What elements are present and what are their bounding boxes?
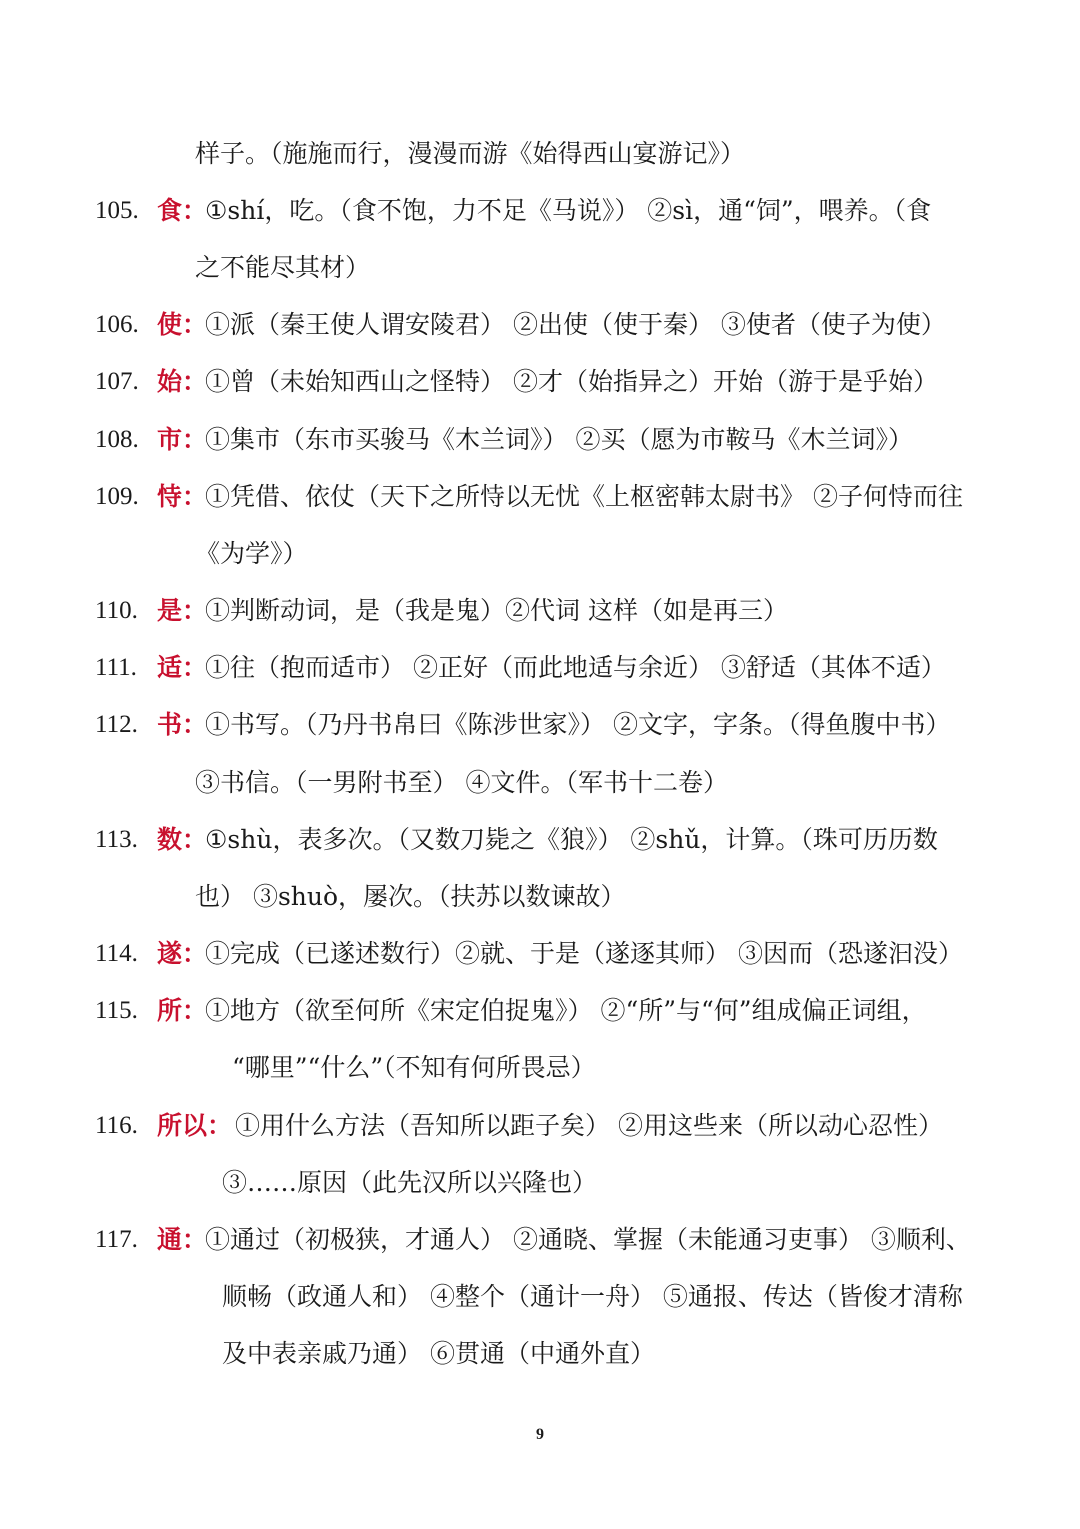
entry-number: 115. bbox=[95, 997, 138, 1024]
entry-111 bbox=[0, 648, 1080, 688]
entry-definition: ①往（抱而适市） ②正好（而此地适与余近） ③舒适（其体不适） bbox=[205, 653, 946, 682]
entry-number: 110. bbox=[95, 597, 138, 624]
entry-105-continuation bbox=[0, 248, 1080, 288]
entry-104-continuation bbox=[0, 134, 1080, 174]
entry-definition: ①书写。（乃丹书帛曰《陈涉世家》） ②文字，字条。（得鱼腹中书） bbox=[205, 710, 951, 739]
entry-definition: ①判断动词，是（我是鬼）②代词 这样（如是再三） bbox=[205, 596, 788, 625]
entry-definition: ①shù，表多次。（又数刀毙之《狼》） ②shǔ，计算。（珠可历历数 bbox=[205, 825, 938, 854]
entry-headword: 书： bbox=[157, 710, 208, 739]
entry-headword: 市： bbox=[157, 425, 208, 454]
continuation-text: ③……原因（此先汉所以兴隆也） bbox=[222, 1168, 598, 1197]
entry-115 bbox=[0, 991, 1080, 1031]
entry-number: 117. bbox=[95, 1226, 138, 1253]
entry-109 bbox=[0, 477, 1080, 517]
continuation-text: 《为学》） bbox=[195, 539, 308, 568]
entry-definition: ①shí，吃。（食不饱，力不足《马说》） ②sì，通“饲”，喂养。（食 bbox=[205, 196, 932, 225]
entry-headword: 所： bbox=[157, 996, 208, 1025]
page-number: 9 bbox=[536, 1426, 544, 1443]
entry-headword: 是： bbox=[157, 596, 208, 625]
entry-112 bbox=[0, 705, 1080, 745]
entry-116-continuation bbox=[0, 1163, 1080, 1203]
entry-108 bbox=[0, 420, 1080, 460]
entry-definition: ①用什么方法（吾知所以距子矣） ②用这些来（所以动心忍性） bbox=[235, 1111, 943, 1140]
entry-117-continuation bbox=[0, 1277, 1080, 1317]
entry-definition: ①通过（初极狭，才通人） ②通晓、掌握（未能通习吏事） ③顺利、 bbox=[205, 1225, 971, 1254]
entry-105 bbox=[0, 191, 1080, 231]
entry-number: 113. bbox=[95, 826, 138, 853]
entry-109-continuation bbox=[0, 534, 1080, 574]
entry-definition: ①凭借、依仗（天下之所恃以无忧《上枢密韩太尉书》 ②子何恃而往 bbox=[205, 482, 963, 511]
entry-113-continuation bbox=[0, 877, 1080, 917]
entry-number: 116. bbox=[95, 1112, 138, 1139]
entry-117-continuation-2 bbox=[0, 1334, 1080, 1374]
entry-number: 107. bbox=[95, 368, 139, 395]
entry-number: 108. bbox=[95, 426, 139, 453]
entry-114 bbox=[0, 934, 1080, 974]
entry-117 bbox=[0, 1220, 1080, 1260]
entry-110 bbox=[0, 591, 1080, 631]
entry-headword: 始： bbox=[157, 367, 208, 396]
continuation-text: 也） ③shuò，屡次。（扶苏以数谏故） bbox=[195, 882, 626, 911]
entry-112-continuation bbox=[0, 763, 1080, 803]
continuation-text: ③书信。（一男附书至） ④文件。（军书十二卷） bbox=[195, 768, 728, 797]
entry-number: 105. bbox=[95, 197, 139, 224]
entry-headword: 使： bbox=[157, 310, 208, 339]
entry-definition: ①地方（欲至何所《宋定伯捉鬼》） ②“所”与“何”组成偏正词组， bbox=[205, 996, 927, 1025]
entry-definition: ①派（秦王使人谓安陵君） ②出使（使于秦） ③使者（使子为使） bbox=[205, 310, 946, 339]
entry-number: 114. bbox=[95, 940, 138, 967]
entry-headword: 食： bbox=[157, 196, 208, 225]
entry-number: 112. bbox=[95, 711, 138, 738]
entry-number: 106. bbox=[95, 311, 139, 338]
continuation-text: 顺畅（政通人和） ④整个（通计一舟） ⑤通报、传达（皆俊才清称 bbox=[222, 1282, 963, 1311]
entry-number: 111. bbox=[95, 654, 137, 681]
entry-headword: 通： bbox=[157, 1225, 208, 1254]
continuation-text: “哪里”“什么”（不知有何所畏忌） bbox=[232, 1053, 596, 1082]
entry-definition: ①曾（未始知西山之怪特） ②才（始指异之）开始（游于是乎始） bbox=[205, 367, 938, 396]
entry-106 bbox=[0, 305, 1080, 345]
entry-headword: 所以： bbox=[157, 1111, 233, 1140]
entry-116 bbox=[0, 1106, 1080, 1146]
entry-definition: ①集市（东市买骏马《木兰词》） ②买（愿为市鞍马《木兰词》） bbox=[205, 425, 913, 454]
entry-headword: 数： bbox=[157, 825, 208, 854]
entry-headword: 适： bbox=[157, 653, 208, 682]
entry-113 bbox=[0, 820, 1080, 860]
entry-headword: 遂： bbox=[157, 939, 208, 968]
continuation-text: 样子。（施施而行，漫漫而游《始得西山宴游记》） bbox=[195, 139, 746, 168]
continuation-text: 之不能尽其材） bbox=[195, 253, 371, 282]
entry-definition: ①完成（已遂述数行）②就、于是（遂逐其师） ③因而（恐遂汩没） bbox=[205, 939, 963, 968]
continuation-text: 及中表亲戚乃通） ⑥贯通（中通外直） bbox=[222, 1339, 655, 1368]
entry-115-continuation bbox=[0, 1048, 1080, 1088]
entry-headword: 恃： bbox=[157, 482, 208, 511]
entry-number: 109. bbox=[95, 483, 139, 510]
entry-107 bbox=[0, 362, 1080, 402]
